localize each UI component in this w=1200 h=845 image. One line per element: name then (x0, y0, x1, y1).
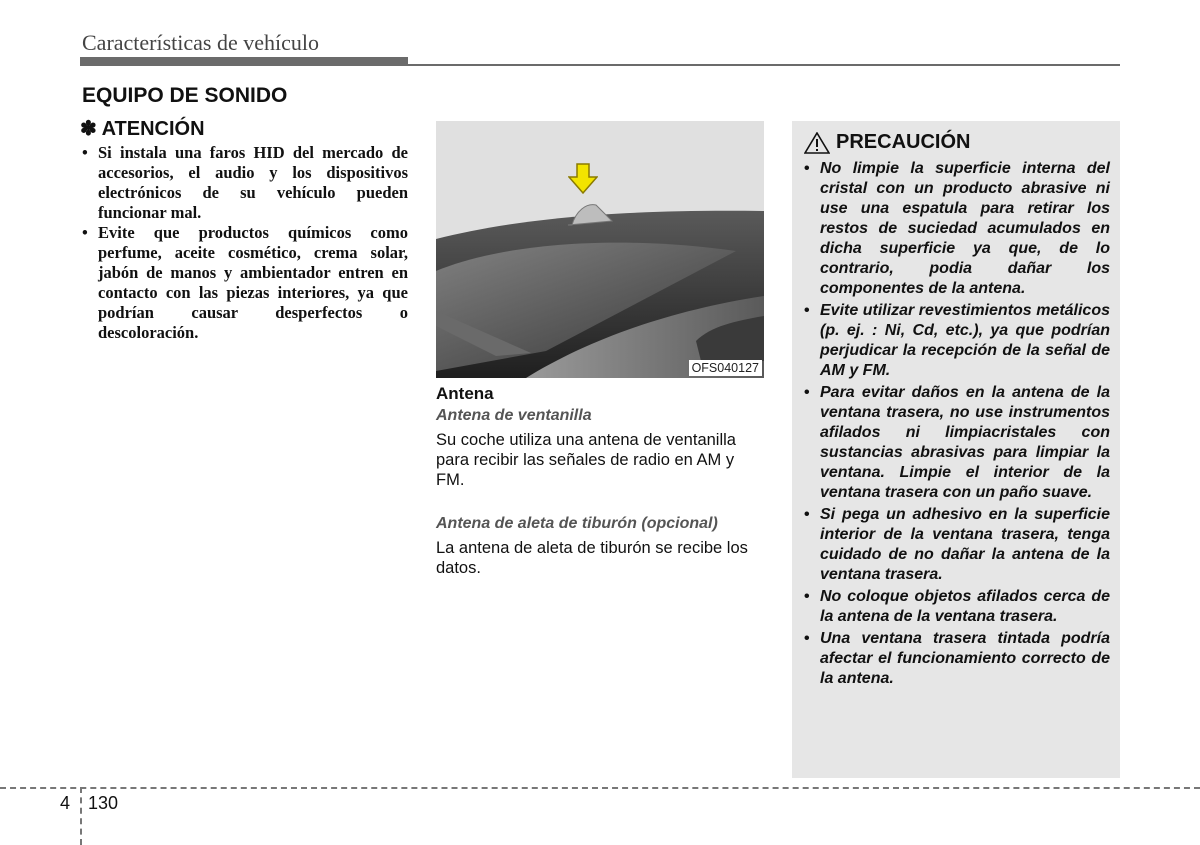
section-title: EQUIPO DE SONIDO (82, 84, 288, 107)
footer-rule (0, 787, 1200, 789)
attention-item: • Si instala una faros HID del mercado de accesorios, el audio y los dispositivos electrónicos de su vehículo pueden funcionar mal. (80, 143, 408, 223)
caution-item: • Para evitar daños en la antena de la ventana trasera, no use instrumentos afilados ni limpiacristales con sustancias abrasivas para limpiar la ventana. Limpie el interior de la ventana trasera con un paño suave. (802, 383, 1110, 503)
caution-item: • Evite utilizar revestimientos metálicos (p. ej. : Ni, Cd, etc.), ya que podrían perjudicar la recepción de la señal de AM y FM. (802, 301, 1110, 381)
attention-item: • Evite que productos químicos como perfume, aceite cosmético, crema solar, jabón de manos y ambientador entren en contacto con las piezas interiores, ya que podrían causar desperfectos o descoloración. (80, 223, 408, 343)
caution-item: • Una ventana trasera tintada podría afectar el funcionamiento correcto de la antena. (802, 629, 1110, 689)
car-roof-illustration (436, 121, 764, 378)
caution-list (802, 159, 1110, 691)
page-header-title: Características de vehículo (82, 30, 320, 55)
footer-divider (80, 787, 82, 845)
attention-list (80, 143, 408, 343)
header-rule-thick (80, 57, 408, 66)
header-rule-thin (408, 64, 1120, 66)
shark-antenna-subtitle: Antena de aleta de tiburón (opcional) (436, 515, 718, 532)
warning-triangle-icon (804, 132, 830, 154)
caution-box (792, 121, 1120, 778)
chapter-number: 4 (60, 793, 71, 813)
arrow-down-icon (568, 163, 598, 195)
caution-item: • No coloque objetos afilados cerca de la antena de la ventana trasera. (802, 587, 1110, 627)
caution-item: • No limpie la superficie interna del cristal con un producto abrasive ni use una espatula para retirar los restos de suciedad acumulados en dicha superficie ya que, de lo contrario, podia dañar los componentes de la antena. (802, 159, 1110, 299)
window-antenna-text: Su coche utiliza una antena de ventanilla para recibir las señales de radio en AM y FM. (436, 431, 736, 489)
shark-antenna-text: La antena de aleta de tiburón se recibe los datos. (436, 539, 748, 577)
caution-heading-text: PRECAUCIÓN (836, 131, 971, 153)
antenna-photo (436, 121, 764, 378)
attention-heading: ✽ ATENCIÓN (80, 118, 205, 140)
figure-code: OFS040127 (689, 360, 762, 376)
page-number: 130 (88, 793, 119, 813)
antenna-title: Antena (436, 384, 494, 403)
caution-item: • Si pega un adhesivo en la superficie interior de la ventana trasera, tenga cuidado de no dañar la antena de la ventana trasera. (802, 505, 1110, 585)
caution-heading (804, 131, 970, 154)
window-antenna-subtitle: Antena de ventanilla (436, 407, 592, 424)
